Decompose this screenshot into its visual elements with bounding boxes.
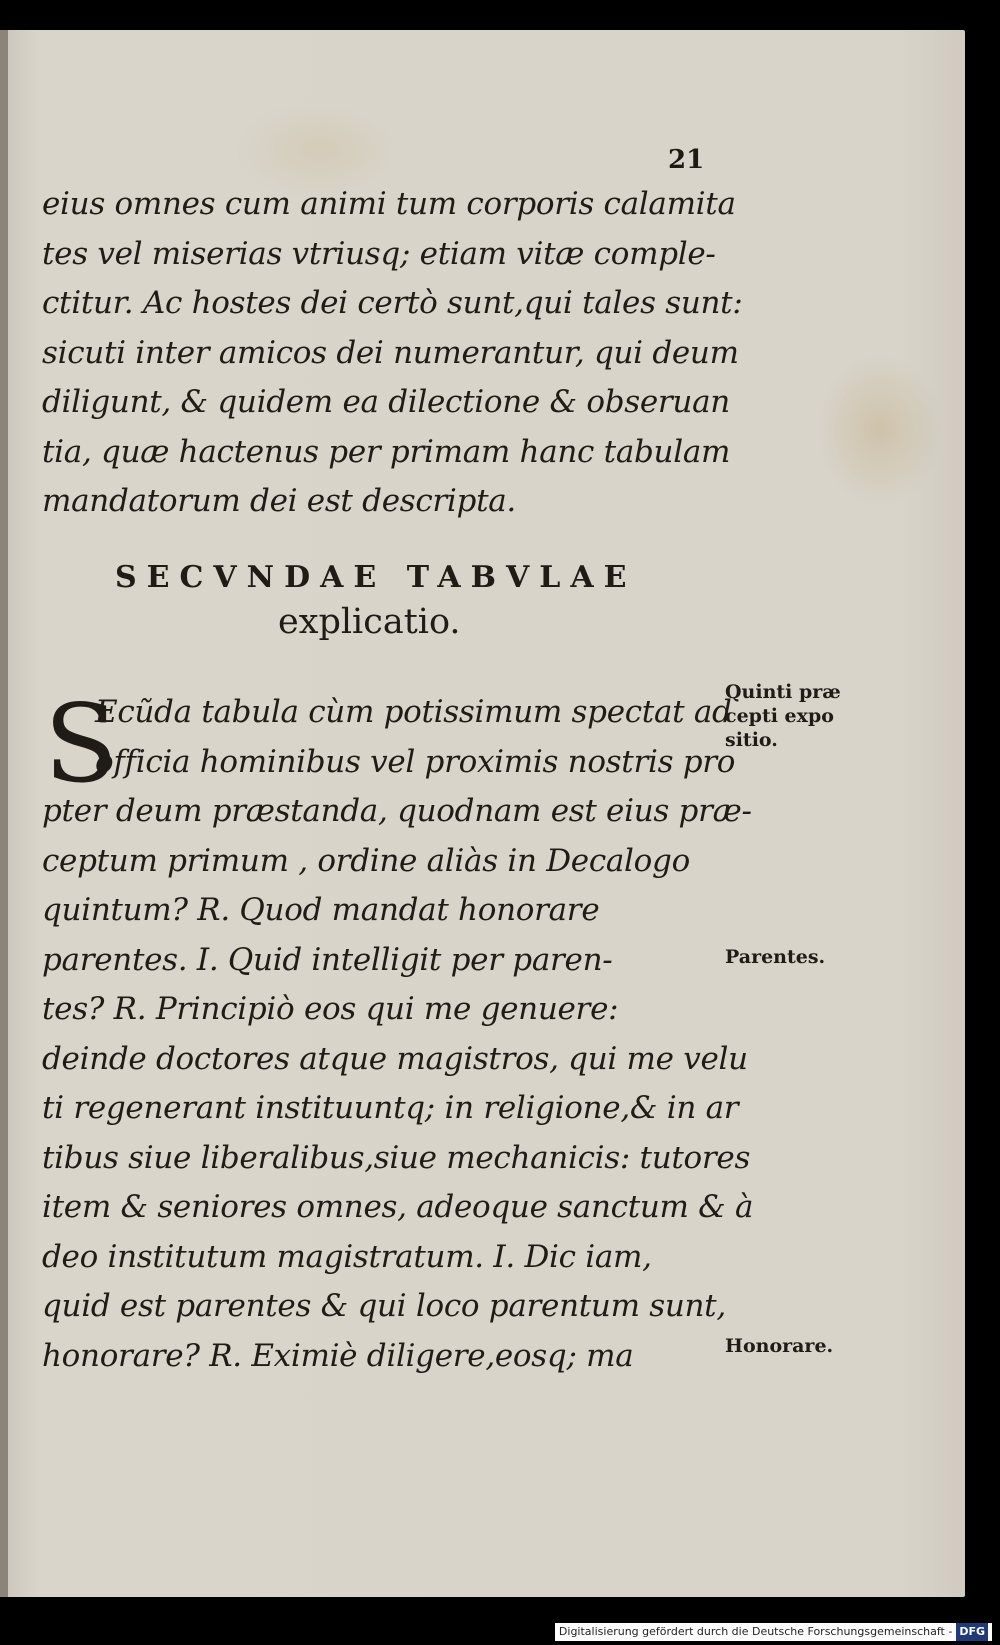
text-line: Ecũda tabula cùm potissimum spectat ad: [95, 694, 732, 730]
margin-note-line: sitio.: [725, 729, 778, 751]
text-line: mandatorum dei est descripta.: [42, 483, 516, 519]
digitization-footer: [555, 1623, 992, 1641]
text-line: eius omnes cum animi tum corporis calamita: [42, 186, 736, 222]
text-line: tia, quæ hactenus per primam hanc tabulam: [42, 433, 731, 470]
section-heading: SECVNDAE TABVLAE: [115, 560, 637, 595]
text-line: quid est parentes & qui loco parentum sunt,: [42, 1288, 726, 1324]
text-line: deinde doctores atque magistros, qui me velu: [42, 1040, 748, 1077]
text-line: deo institutum magistratum. I. Dic iam,: [42, 1238, 652, 1275]
drop-cap: S: [44, 682, 118, 807]
page-edge: [0, 30, 8, 1597]
text-line: tibus siue liberalibus,siue mechanicis: tutores: [42, 1139, 751, 1176]
text-line: honorare? R. Eximiè diligere,eosq; ma: [42, 1337, 634, 1374]
text-line: sicuti inter amicos dei numerantur, qui deum: [42, 334, 739, 371]
text-line: officia hominibus vel proximis nostris pro: [95, 743, 736, 780]
text-line: pter deum præstanda, quodnam est eius præ-: [42, 793, 752, 829]
section-subheading: explicatio.: [278, 602, 461, 642]
margin-note-quinti: [725, 680, 841, 752]
text-line: tes? R. Principiò eos qui me genuere:: [42, 991, 619, 1027]
text-line: diligunt, & quidem ea dilectione & obseruan: [42, 384, 730, 420]
margin-note-line: Quinti præ: [725, 681, 841, 703]
margin-note-line: cepti expo: [725, 705, 834, 727]
text-line: item & seniores omnes, adeoque sanctum & à: [42, 1189, 754, 1225]
paragraph-1: [42, 180, 743, 527]
text-line: ctitur. Ac hostes dei certò sunt,qui tales sunt:: [42, 285, 743, 321]
margin-note-parentes: Parentes.: [725, 946, 826, 968]
footer-text: Digitalisierung gefördert durch die Deutsche Forschungsgemeinschaft -: [558, 1625, 953, 1638]
text-line: tes vel miserias vtriusq; etiam vitæ comple-: [42, 235, 716, 272]
page-number: 21: [668, 145, 705, 175]
margin-note-honorare: Honorare.: [725, 1335, 834, 1357]
dfg-logo: DFG: [956, 1623, 988, 1641]
text-line: ceptum primum , ordine aliàs in Decalogo: [42, 842, 690, 879]
text-line: parentes. I. Quid intelligit per paren-: [42, 941, 613, 978]
text-line: quintum? R. Quod mandat honorare: [42, 892, 600, 928]
text-line: ti regenerant instituuntq; in religione,& in ar: [42, 1090, 739, 1126]
